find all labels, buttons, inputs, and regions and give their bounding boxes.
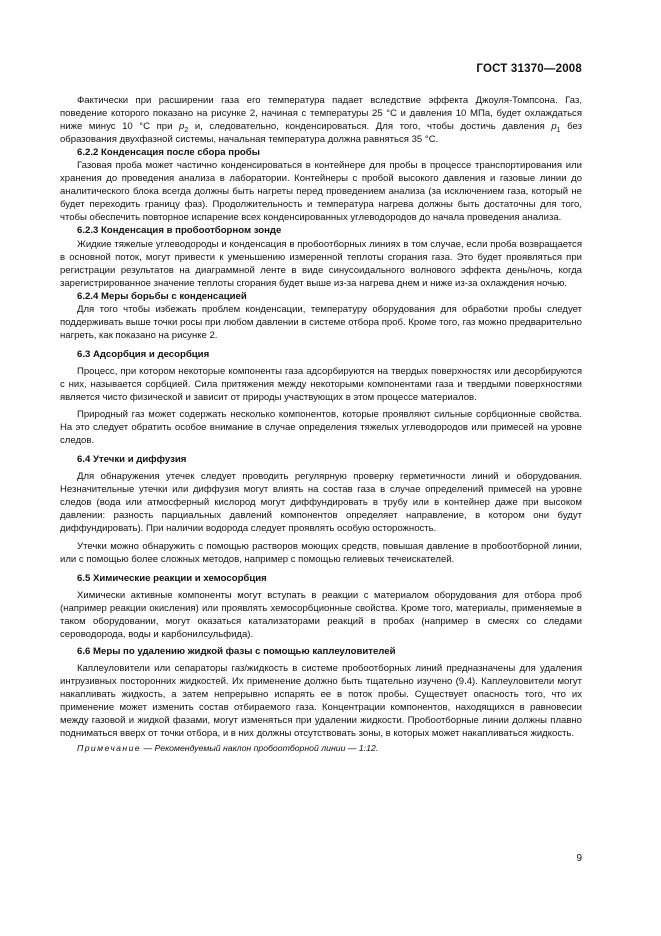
section-6-5-paragraph: Химически активные компоненты могут вступать в реакции с материалом оборудования для отбора проб (например реакции окисления) или проявлять хемосорбционные свойства. Кроме того, материалы, применяемые в таком оборудовании, могут оказаться катализаторами реакций в пробах (например в смесях со следами сероводорода, воды и карбонилсульфида).	[60, 589, 582, 640]
section-6-5-heading: 6.5 Химические реакции и хемосорбция	[77, 572, 267, 584]
section-6-2-2-heading: 6.2.2 Конденсация после сбора пробы	[77, 147, 260, 159]
section-6-2-4-heading: 6.2.4 Меры борьбы с конденсацией	[77, 290, 247, 302]
section-6-3-heading: 6.3 Адсорбция и десорбция	[77, 348, 210, 360]
note-text: — Рекомендуемый наклон пробоотборной линии — 1:12.	[141, 743, 379, 754]
page-content	[60, 94, 582, 755]
section-6-4-paragraph: Для обнаружения утечек следует проводить регулярную проверку герметичности линий и оборудования. Незначительные утечки или диффузия могут влиять на состав газа в случае определений примесей на уровне следов (вода или атмосферный кислород могут диффундировать в трубу или в контейнер даже при высоком давлении: разность парциальных давлений компонентов определяет направление, в котором они будут диффундировать). При наличии водорода следует проявлять особую осторожность.	[60, 471, 582, 535]
section-6-3-paragraph: Природный газ может содержать несколько компонентов, которые проявляют сильные сорбционные свойства. На это следует обратить особое внимание в случае определения тяжелых углеводородов или примесей на уровне следов.	[60, 409, 582, 447]
page-number: 9	[576, 853, 582, 864]
note-label: Примечание	[77, 743, 142, 754]
section-6-6-paragraph: Каплеуловители или сепараторы газ/жидкость в системе пробоотборных линий предназначены для удаления интрузивных посторонних жидкостей. Их применение должно быть тщательно изучено (9.4). Каплеуловители могут накапливать жидкость, а затем непрерывно испарять ее в поток пробы. Существует опасность того, что их применение может изменить состав отбираемого газа. Концентрации компонентов, находящихся в равновесии между газовой и жидкой фазами, могут изменяться при удалении жидкости. Пробоотборные линии должны плавно подниматься вверх от точки отбора, и в них должны отсутствовать зоны, в которых может накапливаться жидкость.	[60, 662, 582, 740]
section-6-6-heading: 6.6 Меры по удалению жидкой фазы с помощью каплеуловителей	[77, 645, 396, 657]
section-6-4-heading: 6.4 Утечки и диффузия	[77, 454, 187, 466]
section-6-2-2-paragraph: Газовая проба может частично конденсироваться в контейнере для пробы в процессе транспортирования или хранения до проведения анализа в лаборатории. Контейнеры с пробой высокого давления и газовые линии до аналитического блока всегда должны быть нагреты перед проведением анализа (за исключением газа, который не будет переходить границу фаз). Продолжительность и температура нагрева должны быть достаточны для того, чтобы обеспечить повторное испарение всех конденсированных углеводородов до начала проведения анализа.	[60, 160, 582, 224]
section-6-2-3-heading: 6.2.3 Конденсация в пробоотборном зонде	[77, 225, 282, 237]
note	[60, 742, 582, 755]
section-6-4-paragraph: Утечки можно обнаружить с помощью растворов моющих средств, повышая давление в пробоотборной линии, или с помощью более сложных методов, например с помощью гелиевых течеискателей.	[60, 540, 582, 565]
section-6-3-paragraph: Процесс, при котором некоторые компоненты газа адсорбируются на твердых поверхностях или десорбируются с них, называется сорбцией. Сила притяжения между некоторыми компонентами газа и твердыми поверхностями является чисто физической и зависит от природы участвующих в этом процессе материалов.	[60, 365, 582, 404]
section-6-2-4-paragraph: Для того чтобы избежать проблем конденсации, температуру оборудования для обработки пробы следует поддерживать выше точки росы при любом давлении в системе отбора проб. Кроме того, газ можно предварительно нагреть, как показано на рисунке 2.	[60, 303, 582, 341]
document-id: ГОСТ 31370—2008	[476, 63, 582, 75]
intro-paragraph: Фактически при расширении газа его температура падает вследствие эффекта Джоуля-Томпсона. Газ, поведение которого показано на рисунке 2, начиная с температуры 25 °С и давления 10 МПа, будет охлаждаться ниже минус 10 °С при $p_2$ и, следовательно, конденсироваться. Для того, чтобы достичь давления $p_1$ без образования двухфазной системы, начальная температура должна равняться 35 °С.	[60, 95, 582, 146]
section-6-2-3-paragraph: Жидкие тяжелые углеводороды и конденсация в пробоотборных линиях в том случае, если проба возвращается в основной поток, могут привести к уменьшению измеренной теплоты сгорания газа. Это будет проявляться при регистрации результатов на диаграммной ленте в виде синусоидального волнового эффекта день/ночь, когда зарегистрированное значение теплоты сгорания будет выше из-за нагрева днем и ниже из-за охлаждения ночью.	[60, 238, 582, 289]
